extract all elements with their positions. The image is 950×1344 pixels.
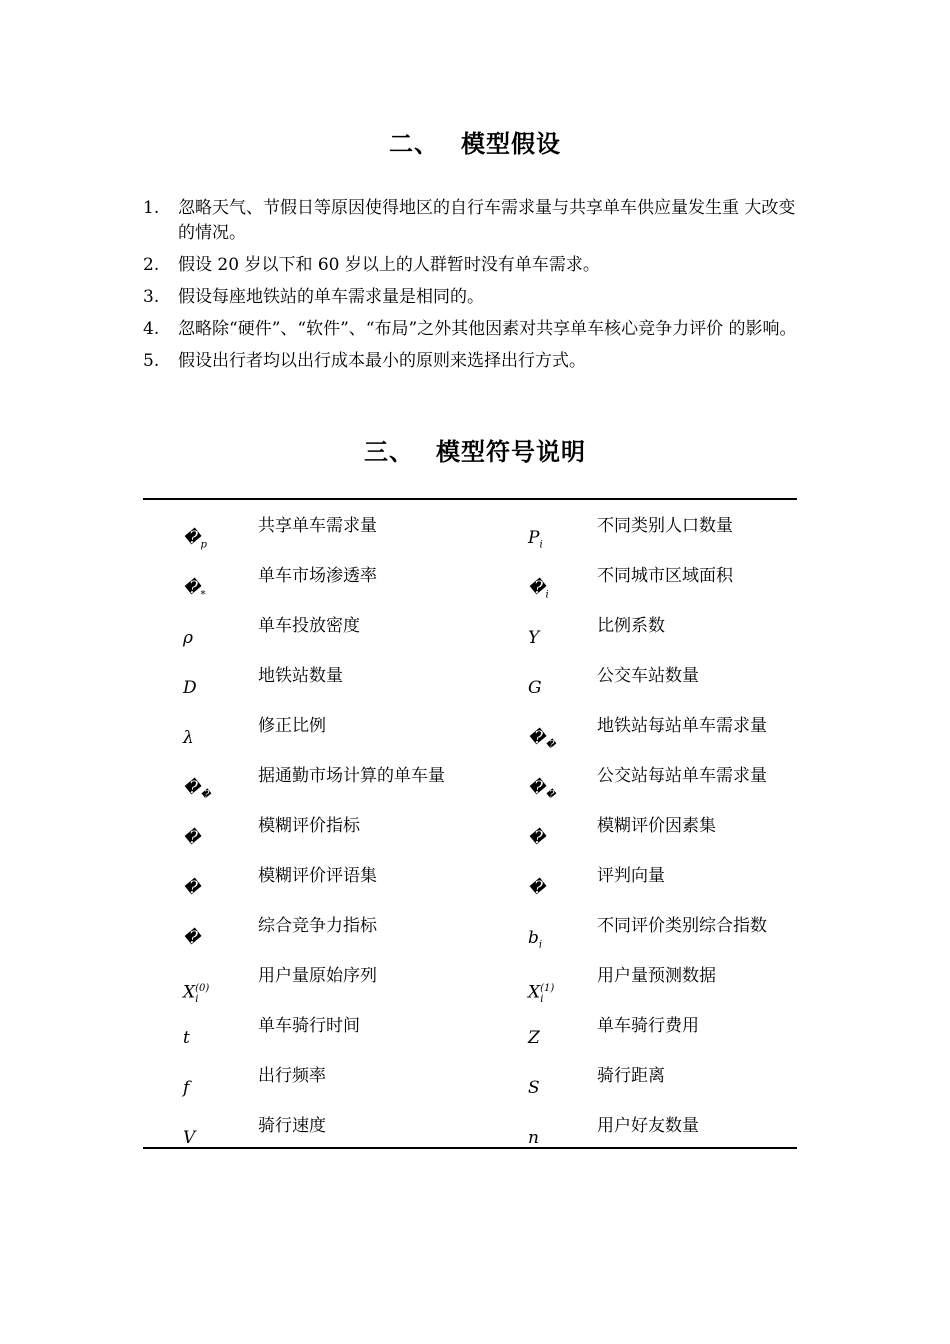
section-heading-symbols bbox=[0, 432, 950, 467]
symbol-description: 据通勤市场计算的单车量 bbox=[258, 766, 445, 786]
symbol-description: 模糊评价指标 bbox=[258, 816, 360, 836]
symbol-subscript: p bbox=[200, 539, 207, 551]
table-row bbox=[143, 856, 797, 906]
symbol-subscript: i bbox=[195, 994, 199, 1006]
section-heading-assumptions bbox=[0, 124, 950, 159]
symbol-description: 地铁站每站单车需求量 bbox=[597, 716, 767, 736]
symbol-base: � bbox=[183, 578, 201, 598]
symbol-description: 单车市场渗透率 bbox=[258, 566, 377, 586]
symbol-base: � bbox=[528, 728, 546, 748]
symbol-base: λ bbox=[183, 728, 194, 748]
symbol-base: ρ bbox=[183, 628, 193, 648]
symbol-base: G bbox=[528, 678, 542, 698]
symbol-base: � bbox=[183, 778, 201, 798]
symbol-description: 用户量原始序列 bbox=[258, 966, 377, 986]
math-symbol bbox=[183, 726, 194, 751]
table-row bbox=[143, 956, 797, 1006]
math-symbol bbox=[528, 526, 543, 557]
symbol-base: D bbox=[183, 678, 197, 698]
math-symbol bbox=[183, 926, 200, 951]
symbol-base: X bbox=[528, 982, 541, 1003]
item-number: 3. bbox=[143, 287, 160, 307]
symbol-base: � bbox=[528, 828, 546, 848]
symbol-description: 模糊评价评语集 bbox=[258, 866, 377, 886]
symbol-base: � bbox=[528, 878, 546, 898]
item-text: 忽略除“硬件”、“软件”、“布局”之外其他因素对共享单车核心竞争力评价 的影响。 bbox=[178, 319, 797, 339]
symbol-base: S bbox=[528, 1078, 540, 1098]
math-symbol bbox=[183, 1076, 189, 1101]
math-symbol bbox=[183, 876, 200, 901]
item-number: 4. bbox=[143, 319, 160, 339]
symbol-base: t bbox=[183, 1028, 190, 1048]
section-number: 二、 bbox=[389, 130, 439, 158]
symbol-subscript: � bbox=[545, 739, 556, 751]
item-text: 假设 20 岁以下和 60 岁以上的人群暂时没有单车需求。 bbox=[178, 255, 600, 275]
math-symbol bbox=[528, 1026, 540, 1051]
item-text: 忽略天气、节假日等原因使得地区的自行车需求量与共享单车供应量发生重 大改变的情况。 bbox=[178, 198, 796, 243]
symbol-description: 不同类别人口数量 bbox=[597, 516, 733, 536]
symbol-description: 单车投放密度 bbox=[258, 616, 360, 636]
symbol-description: 骑行速度 bbox=[258, 1116, 326, 1136]
math-symbol bbox=[528, 1076, 540, 1101]
math-symbol bbox=[183, 776, 211, 807]
table-row bbox=[143, 656, 797, 706]
math-symbol bbox=[183, 676, 197, 701]
math-symbol bbox=[183, 626, 193, 651]
symbol-description: 地铁站数量 bbox=[258, 666, 343, 686]
math-symbol bbox=[528, 926, 542, 957]
table-row bbox=[143, 1056, 797, 1106]
table-row bbox=[143, 606, 797, 656]
symbol-description: 公交站每站单车需求量 bbox=[597, 766, 767, 786]
table-row bbox=[143, 1006, 797, 1056]
item-number: 5. bbox=[143, 351, 160, 371]
symbol-subscript: � bbox=[200, 789, 211, 801]
symbol-subscript: i bbox=[539, 539, 543, 551]
section-number: 三、 bbox=[364, 438, 414, 466]
math-symbol bbox=[528, 626, 539, 651]
symbol-base: f bbox=[183, 1078, 190, 1098]
table-row bbox=[143, 806, 797, 856]
symbol-description: 用户好友数量 bbox=[597, 1116, 699, 1136]
assumption-list bbox=[143, 196, 803, 374]
symbol-base: n bbox=[528, 1128, 539, 1148]
math-symbol bbox=[528, 676, 542, 701]
symbol-base: � bbox=[183, 828, 201, 848]
table-row bbox=[143, 1106, 797, 1156]
symbol-description: 单车骑行费用 bbox=[597, 1016, 699, 1036]
math-symbol bbox=[528, 1126, 539, 1151]
math-symbol bbox=[528, 726, 556, 757]
math-symbol bbox=[528, 776, 556, 807]
symbol-description: 不同评价类别综合指数 bbox=[597, 916, 767, 936]
symbol-description: 出行频率 bbox=[258, 1066, 326, 1086]
symbol-description: 公交车站数量 bbox=[597, 666, 699, 686]
table-row bbox=[143, 556, 797, 606]
math-symbol bbox=[528, 876, 545, 901]
assumption-item bbox=[143, 285, 803, 310]
symbol-base: V bbox=[183, 1128, 196, 1148]
math-symbol bbox=[183, 1126, 195, 1151]
item-text: 假设每座地铁站的单车需求量是相同的。 bbox=[178, 287, 484, 307]
symbol-description: 综合竞争力指标 bbox=[258, 916, 377, 936]
symbol-subscript: i bbox=[538, 939, 543, 951]
symbol-description: 用户量预测数据 bbox=[597, 966, 716, 986]
math-symbol bbox=[183, 826, 200, 851]
symbol-base: � bbox=[183, 528, 201, 548]
symbol-subscript: � bbox=[545, 789, 556, 801]
math-symbol bbox=[528, 576, 549, 607]
math-symbol bbox=[528, 826, 545, 851]
symbol-superscript: (0) bbox=[195, 983, 210, 994]
section-title-text: 模型符号说明 bbox=[436, 438, 586, 466]
symbol-subscript: i bbox=[545, 589, 549, 601]
symbol-base: X bbox=[183, 982, 196, 1003]
symbol-superscript: (1) bbox=[540, 983, 555, 994]
math-symbol bbox=[183, 526, 207, 557]
item-number: 1. bbox=[143, 198, 160, 218]
math-symbol bbox=[183, 576, 205, 607]
symbol-description: 模糊评价因素集 bbox=[597, 816, 716, 836]
table-row bbox=[143, 906, 797, 956]
symbol-base: � bbox=[528, 778, 546, 798]
symbol-base: � bbox=[528, 578, 546, 598]
symbol-description: 单车骑行时间 bbox=[258, 1016, 360, 1036]
symbol-table bbox=[143, 498, 797, 1149]
symbol-subscript: * bbox=[200, 589, 206, 601]
assumption-item bbox=[143, 196, 803, 246]
symbol-description: 共享单车需求量 bbox=[258, 516, 377, 536]
symbol-base: � bbox=[183, 928, 201, 948]
assumption-item bbox=[143, 253, 803, 278]
math-symbol bbox=[183, 1026, 190, 1051]
symbol-base: � bbox=[183, 878, 201, 898]
symbol-base: b bbox=[528, 928, 539, 948]
symbol-description: 骑行距离 bbox=[597, 1066, 665, 1086]
table-row bbox=[143, 756, 797, 806]
item-text: 假设出行者均以出行成本最小的原则来选择出行方式。 bbox=[178, 351, 586, 371]
symbol-subscript: i bbox=[540, 994, 544, 1006]
table-row bbox=[143, 706, 797, 756]
symbol-description: 不同城市区域面积 bbox=[597, 566, 733, 586]
table-row bbox=[143, 506, 797, 556]
assumption-item bbox=[143, 317, 803, 342]
symbol-description: 比例系数 bbox=[597, 616, 665, 636]
symbol-description: 评判向量 bbox=[597, 866, 665, 886]
symbol-description: 修正比例 bbox=[258, 716, 326, 736]
section-title-text: 模型假设 bbox=[461, 130, 561, 158]
symbol-base: Υ bbox=[528, 628, 540, 648]
symbol-base: Z bbox=[528, 1028, 540, 1048]
assumption-item bbox=[143, 349, 803, 374]
symbol-base: P bbox=[528, 528, 540, 548]
item-number: 2. bbox=[143, 255, 160, 275]
